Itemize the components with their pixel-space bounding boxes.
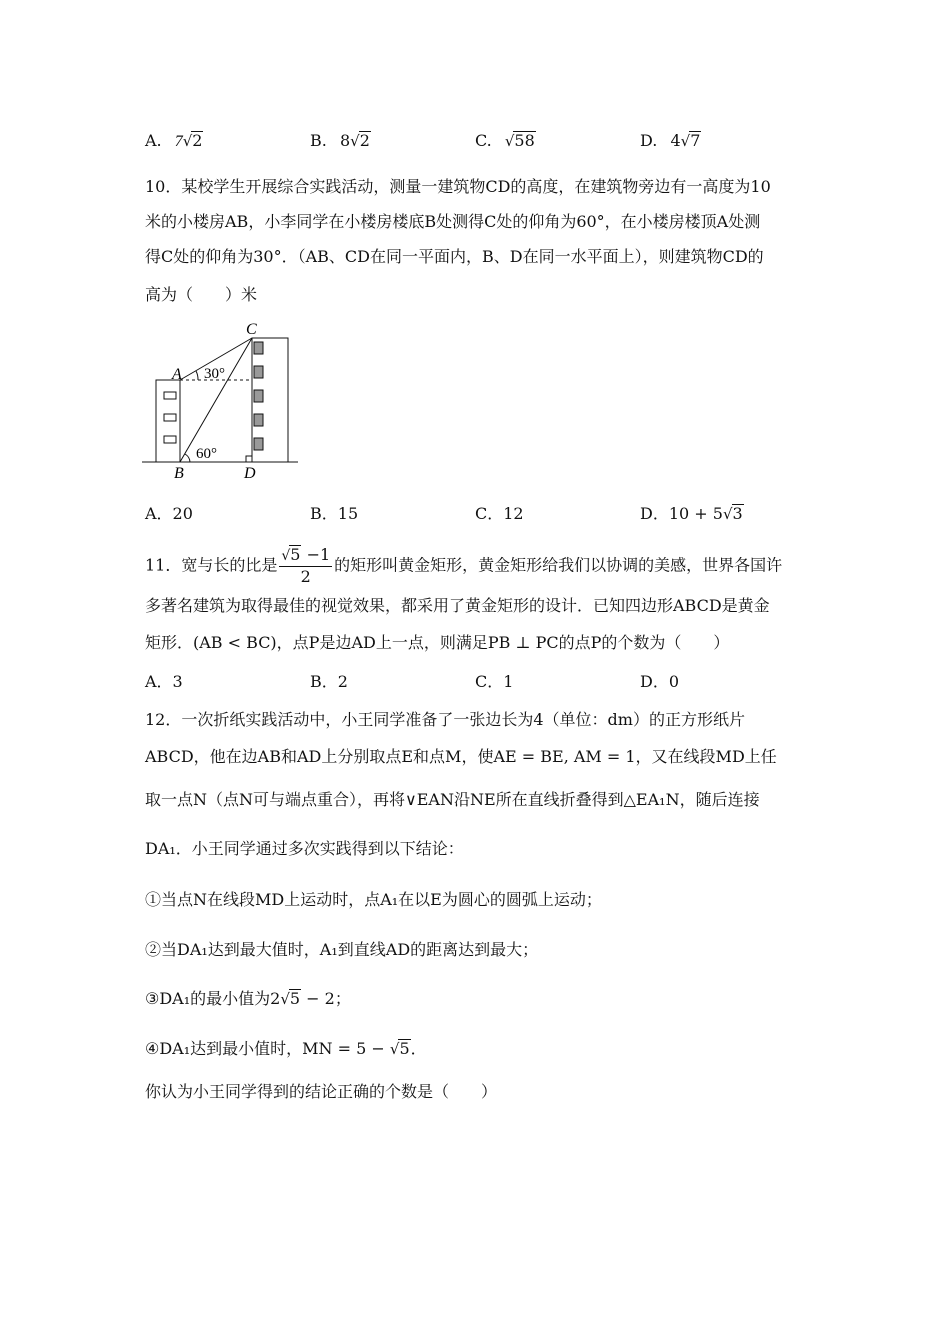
angle-label-60: 60° bbox=[196, 446, 217, 462]
q12-line-2: ABCD，他在边AB和AD上分别取点E和点M，使AE = BE, AM = 1，又在线段MD上任 bbox=[145, 747, 777, 766]
angle-label-30: 30° bbox=[204, 366, 225, 382]
q12-conclusion-3: ③DA₁的最小值为2√5 − 2； bbox=[145, 989, 351, 1008]
small-window bbox=[164, 414, 176, 421]
q10-option-b: B．15 bbox=[310, 504, 359, 523]
small-window bbox=[164, 392, 176, 399]
q12-conclusion-2: ②当DA₁达到最大值时，A₁到直线AD的距离达到最大； bbox=[145, 940, 539, 959]
q11-line-1: 11．宽与长的比是 $\frac{√5 -1}{2}$ 的矩形叫黄金矩形，黄金矩形给我们以协调的美感，世界各国许 bbox=[145, 545, 783, 586]
q11-line-3: 矩形．(AB < BC)，点P是边AD上一点，则满足PB ⊥ PC的点P的个数为（ ） bbox=[145, 633, 730, 652]
label-b: B bbox=[174, 465, 184, 482]
q12-conclusion-1: ①当点N在线段MD上运动时，点A₁在以E为圆心的圆弧上运动； bbox=[145, 890, 602, 909]
q11-option-d: D．0 bbox=[640, 672, 680, 691]
tall-window bbox=[254, 414, 263, 426]
q11-option-b: B．2 bbox=[310, 672, 348, 691]
q10-line-1: 10．某校学生开展综合实践活动，测量一建筑物CD的高度，在建筑物旁边有一高度为10 bbox=[145, 177, 771, 196]
tall-window bbox=[254, 342, 263, 354]
q9-option-c: C. √58 bbox=[475, 131, 535, 150]
q12-line-3: 取一点N（点N可与端点重合），再将∨EAN沿NE所在直线折叠得到△EA₁N，随后连接 bbox=[145, 790, 760, 809]
q10-line-2: 米的小楼房AB，小李同学在小楼房楼底B处测得C处的仰角为60°，在小楼房楼顶A处测 bbox=[145, 212, 761, 231]
small-window bbox=[164, 436, 176, 443]
tall-window bbox=[254, 366, 263, 378]
q11-line-2: 多著名建筑为取得最佳的视觉效果，都采用了黄金矩形的设计．已知四边形ABCD是黄金 bbox=[145, 596, 770, 615]
q10-option-d: D．10 + 5√3 bbox=[640, 504, 743, 523]
q9-option-b: B. 8√2 bbox=[310, 131, 370, 150]
q10-line-4: 高为（ ）米 bbox=[145, 285, 258, 304]
q9-option-d: D. 4√7 bbox=[640, 131, 701, 150]
label-d: D bbox=[244, 465, 256, 482]
q12-line-4: DA₁．小王同学通过多次实践得到以下结论： bbox=[145, 839, 464, 858]
angle-arc-60 bbox=[185, 454, 190, 462]
tall-window bbox=[254, 390, 263, 402]
q9-option-a: A. 7√2 bbox=[145, 131, 203, 150]
line-bc bbox=[180, 338, 252, 462]
angle-arc-30 bbox=[196, 371, 198, 380]
tall-window bbox=[254, 438, 263, 450]
label-c: C bbox=[246, 321, 257, 338]
q10-option-c: C．12 bbox=[475, 504, 524, 523]
q12-question: 你认为小王同学得到的结论正确的个数是（ ） bbox=[145, 1082, 498, 1101]
q10-figure bbox=[140, 318, 310, 486]
q12-conclusion-4: ④DA₁达到最小值时，MN = 5 − √5． bbox=[145, 1039, 427, 1058]
q10-line-3: 得C处的仰角为30°．（AB、CD在同一平面内，B、D在同一水平面上），则建筑物CD的 bbox=[145, 247, 764, 266]
q10-option-a: A．20 bbox=[145, 504, 193, 523]
q11-option-c: C．1 bbox=[475, 672, 514, 691]
q12-line-1: 12．一次折纸实践活动中，小王同学准备了一张边长为4（单位：dm）的正方形纸片 bbox=[145, 710, 745, 729]
q11-option-a: A．3 bbox=[145, 672, 183, 691]
golden-ratio-fraction: $\frac{√5 -1}{2}$ bbox=[281, 545, 331, 586]
right-angle-mark bbox=[246, 456, 252, 462]
label-a: A bbox=[172, 366, 182, 383]
